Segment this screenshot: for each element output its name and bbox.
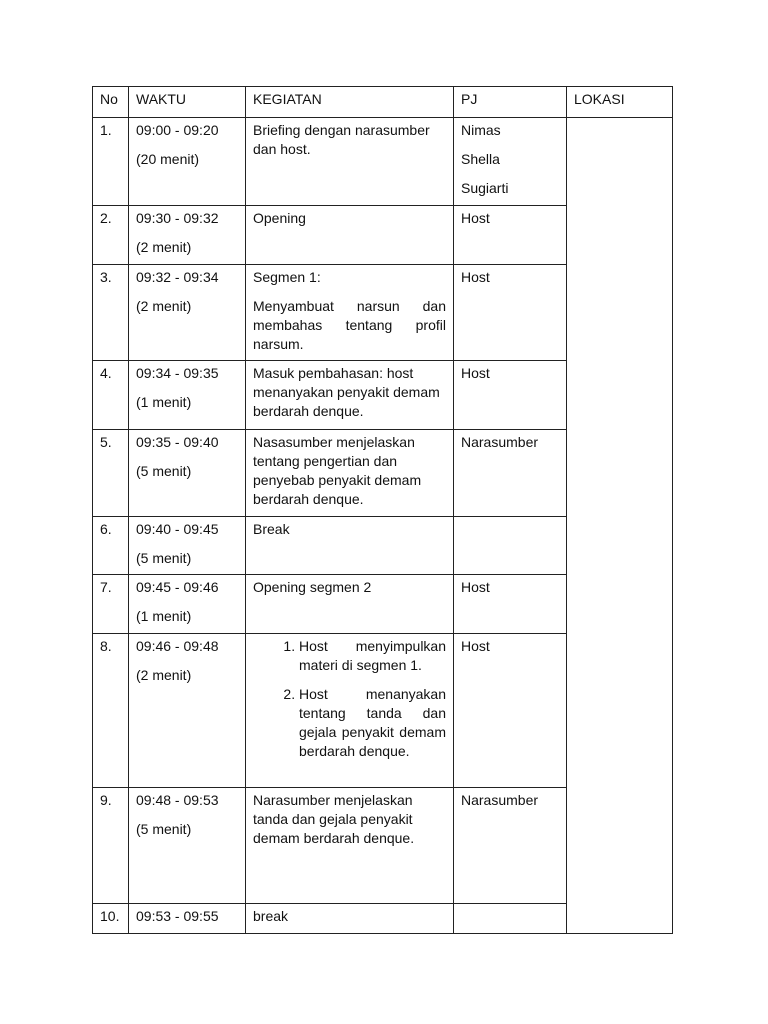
table-row	[93, 118, 673, 206]
row-pj: Host	[454, 575, 567, 634]
row-no: 4.	[93, 361, 129, 430]
row-activity: Opening	[246, 206, 454, 265]
duration: (5 menit)	[136, 550, 192, 566]
pj-name: Nimas	[461, 122, 501, 138]
row-no: 9.	[93, 788, 129, 904]
row-pj: Host	[454, 361, 567, 430]
row-no: 2.	[93, 206, 129, 265]
duration: (1 menit)	[136, 608, 192, 624]
segment-title: Segmen 1:	[253, 269, 321, 285]
duration: (2 menit)	[136, 239, 192, 255]
row-activity: Briefing dengan narasumber dan host.	[246, 118, 454, 206]
activity-list	[253, 637, 446, 761]
duration: (5 menit)	[136, 821, 192, 837]
row-no: 8.	[93, 634, 129, 788]
row-activity: Narasumber menjelaskan tanda dan gejala penyakit demam berdarah denque.	[246, 788, 454, 904]
row-activity	[246, 634, 454, 788]
time-range: 09:40 - 09:45	[136, 521, 219, 537]
time-range: 09:35 - 09:40	[136, 434, 219, 450]
duration: (5 menit)	[136, 463, 192, 479]
row-activity	[246, 265, 454, 361]
row-time	[129, 634, 246, 788]
header-location: LOKASI	[567, 87, 673, 118]
row-no: 7.	[93, 575, 129, 634]
row-activity: Break	[246, 517, 454, 575]
row-pj: Host	[454, 206, 567, 265]
segment-description: Menyambuat narsun dan membahas tentang profil narsum.	[253, 298, 446, 352]
table-header-row	[93, 87, 673, 118]
header-time: WAKTU	[129, 87, 246, 118]
row-time	[129, 517, 246, 575]
row-time	[129, 265, 246, 361]
row-pj: Host	[454, 265, 567, 361]
list-item: 2. Host menanyakan tentang tanda dan gejala penyakit demam berdarah denque.	[299, 685, 446, 761]
header-activity: KEGIATAN	[246, 87, 454, 118]
row-pj	[454, 904, 567, 934]
schedule-table	[92, 86, 673, 934]
row-pj	[454, 118, 567, 206]
row-activity: Nasasumber menjelaskan tentang pengertian dan penyebab penyakit demam berdarah denque.	[246, 430, 454, 517]
row-activity: break	[246, 904, 454, 934]
time-range: 09:46 - 09:48	[136, 638, 219, 654]
row-activity: Masuk pembahasan: host menanyakan penyakit demam berdarah denque.	[246, 361, 454, 430]
row-pj: Narasumber	[454, 430, 567, 517]
time-range: 09:00 - 09:20	[136, 122, 219, 138]
time-range: 09:30 - 09:32	[136, 210, 219, 226]
duration: (2 menit)	[136, 667, 192, 683]
time-range: 09:45 - 09:46	[136, 579, 219, 595]
time-range: 09:32 - 09:34	[136, 269, 219, 285]
pj-name: Shella	[461, 151, 500, 167]
row-time: 09:53 - 09:55	[129, 904, 246, 934]
row-pj: Host	[454, 634, 567, 788]
duration: (20 menit)	[136, 151, 200, 167]
row-time	[129, 361, 246, 430]
row-no: 10.	[93, 904, 129, 934]
row-no: 3.	[93, 265, 129, 361]
time-range: 09:48 - 09:53	[136, 792, 219, 808]
location-cell	[567, 118, 673, 934]
row-time	[129, 206, 246, 265]
row-no: 1.	[93, 118, 129, 206]
row-time	[129, 575, 246, 634]
duration: (2 menit)	[136, 298, 192, 314]
row-activity: Opening segmen 2	[246, 575, 454, 634]
duration: (1 menit)	[136, 394, 192, 410]
header-no: No	[93, 87, 129, 118]
row-time	[129, 788, 246, 904]
pj-name: Sugiarti	[461, 180, 509, 196]
row-time	[129, 430, 246, 517]
row-no: 6.	[93, 517, 129, 575]
time-range: 09:34 - 09:35	[136, 365, 219, 381]
row-pj	[454, 517, 567, 575]
header-pj: PJ	[454, 87, 567, 118]
list-item: 1. Host menyimpulkan materi di segmen 1.	[299, 637, 446, 675]
row-no: 5.	[93, 430, 129, 517]
row-time	[129, 118, 246, 206]
row-pj: Narasumber	[454, 788, 567, 904]
